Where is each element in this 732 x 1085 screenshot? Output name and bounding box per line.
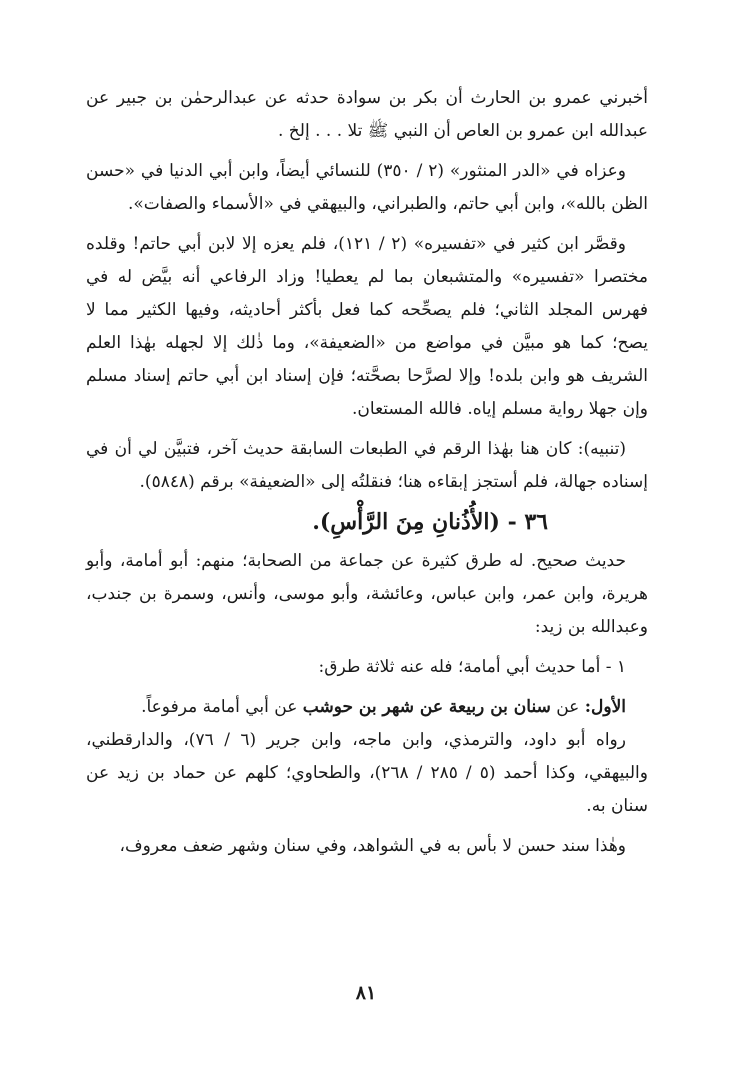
note-paragraph: (تنبيه): كان هنا بهٰذا الرقم في الطبعات السابقة حديث آخر، فتبيَّن لي أن في إسناده جهالة، فلم أستجز إبقاءه هنا؛ فنقلتُه إلى «الضعيفة» برقم (٥٨٤٨). [86, 439, 648, 492]
page-body [86, 82, 648, 863]
paragraph-2: وعزاه في «الدر المنثور» (٢ / ٣٥٠) للنسائي أيضاً، وابن أبي الدنيا في «حسن الظن بالله»، وابن أبي حاتم، والطبراني، والبيهقي في «الأسماء والصفات». [86, 161, 648, 214]
page-number: ٨١ [355, 982, 377, 1004]
paragraph-1: أخبرني عمرو بن الحارث أن بكر بن سوادة حدثه عن عبدالرحمٰن بن جبير عن عبدالله ابن عمرو بن العاص أن النبي ﷺ تلا . . . إلخ . [86, 88, 648, 141]
first-path-text-a: عن [550, 697, 585, 717]
paragraph-5: حديث صحيح. له طرق كثيرة عن جماعة من الصحابة؛ منهم: أبو أمامة، وأبو هريرة، وابن عمر، وابن عباس، وعائشة، وأبو موسى، وأنس، وسمرة بن جندب، وعبدالله بن زيد: [86, 551, 648, 637]
hadith-heading: ٣٦ - (الأُذُنانِ مِنَ الرَّأْسِ). [312, 509, 548, 535]
first-path-label: الأول: [584, 697, 626, 717]
paragraph-9: وهٰذا سند حسن لا بأس به في الشواهد، وفي سنان وشهر ضعف معروف، [119, 836, 626, 856]
paragraph-8: رواه أبو داود، والترمذي، وابن ماجه، وابن جرير (٦ / ٧٦)، والدارقطني، والبيهقي، وكذا أحمد (٥ / ٢٨٥ / ٢٦٨)، والطحاوي؛ كلهم عن حماد بن زيد عن سنان به. [86, 730, 648, 816]
paragraph-6: ١ - أما حديث أبي أمامة؛ فله عنه ثلاثة طرق: [318, 657, 626, 677]
paragraph-3: وقصَّر ابن كثير في «تفسيره» (٢ / ١٢١)، فلم يعزه إلا لابن أبي حاتم! وقلده مختصرا «تفسيره» والمتشبعان بما لم يعطيا! وزاد الرفاعي أنه بيَّض له في فهرس المجلد الثاني؛ فلم يصحِّحه كما فعل بأكثر أحاديثه، وفيها الكثير مما لا يصح؛ كما هو مبيَّن في مواضع من «الضعيفة»، وما ذٰلك إلا لجهله بهٰذا العلم الشريف هو وابن بلده! وإلا لصرَّحا بصحَّته؛ فإن إسناد ابن أبي حاتم إسناد مسلم وإن جهلا رواية مسلم إياه. فالله المستعان. [86, 234, 648, 419]
first-path-text-b: عن أبي أمامة مرفوعاً. [141, 697, 303, 717]
first-path-narrators: سنان بن ربيعة عن شهر بن حوشب [302, 697, 551, 717]
paragraph-7 [86, 691, 648, 724]
